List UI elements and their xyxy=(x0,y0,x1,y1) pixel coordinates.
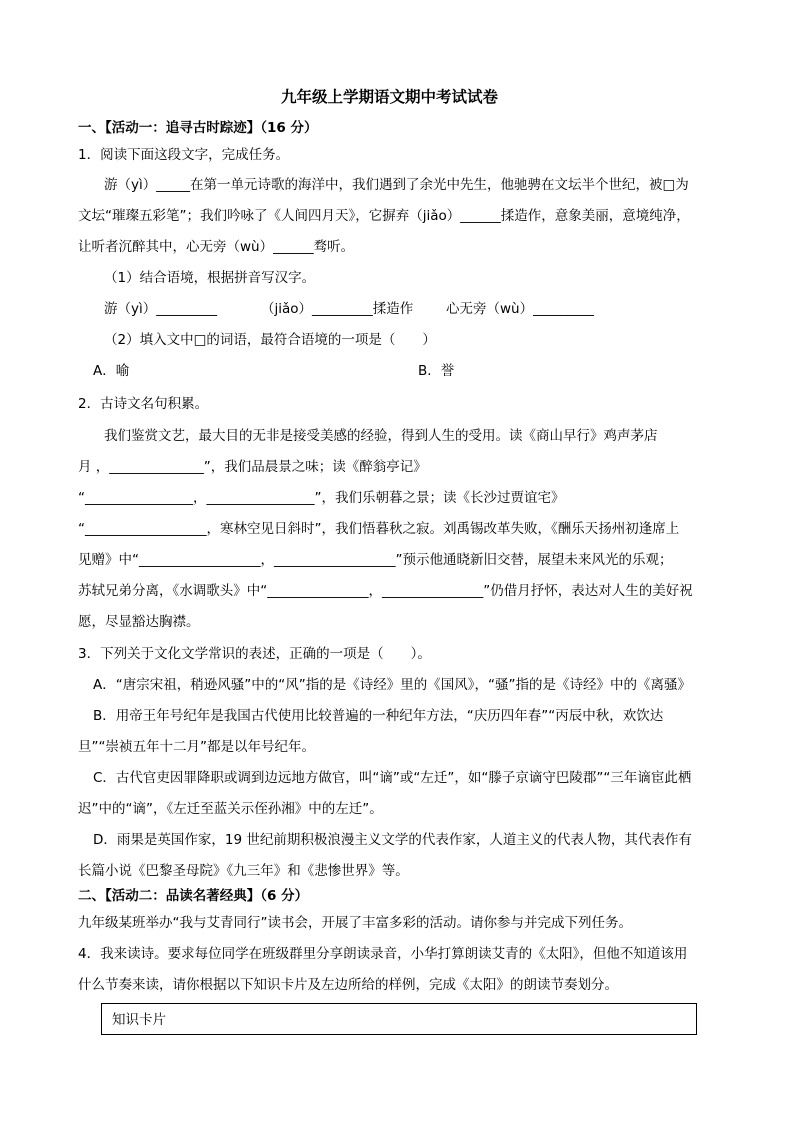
page-title: 九年级上学期语文期中考试试卷 xyxy=(281,88,499,106)
q3-option-c[interactable]: C．古代官吏因罪降职或调到边远地方做官，叫“谪”或“左迁”，如“滕子京谪守巴陵郡”“三年谪宦此栖 xyxy=(93,770,692,786)
section-heading-1: 一、【活动一：追寻古时踪迹】（16 分） xyxy=(78,120,318,136)
activity-intro: 九年级某班举办“我与艾青同行”读书会，开展了丰富多彩的活动。请你参与并完成下列任务。 xyxy=(78,915,632,931)
q1-option-a[interactable]: A．喻 xyxy=(93,363,130,379)
q2-text-line: 我们鉴赏文艺，最大目的无非是接受美感的经验，得到人生的受用。读《商山早行》鸡声茅店 xyxy=(104,428,658,444)
q2-text-line: “__________________，寒林空见日斜时”，我们悟暮秋之寂。刘禹锡改革失败，《酬乐天扬州初逢席上 xyxy=(78,521,680,537)
q3-option-a[interactable]: A．“唐宗宋祖，稍逊风骚”中的“风”指的是《诗经》里的《国风》，“骚”指的是《诗经》中的《离骚》 xyxy=(93,677,691,693)
q1-passage-line: 让听者沉醉其中，心无旁（wù）______骛听。 xyxy=(78,239,355,255)
q3-option-c-cont: 迟”中的“谪”，《左迁至蓝关示侄孙湘》中的左迁”。 xyxy=(78,801,383,817)
question-4-line: 4．我来读诗。要求每位同学在班级群里分享朗读录音，小华打算朗读艾青的《太阳》，但他不知道该用 xyxy=(78,946,688,962)
q1-passage-line: 文坛“璀璨五彩笔”；我们吟咏了《人间四月天》，它摒弃（jiǎo）______揉造作，意象美丽，意境纯净， xyxy=(78,208,690,224)
q1-blank-b[interactable]: （jiǎo）_________揉造作 xyxy=(261,301,414,317)
q3-option-b[interactable]: B．用帝王年号纪年是我国古代使用比较普遍的一种纪年方法，“庆历四年春”“丙辰中秋，欢饮达 xyxy=(93,708,664,724)
question-1-stem: 1．阅读下面这段文字，完成任务。 xyxy=(78,147,290,163)
q1-sub-question-1: （1）结合语境，根据拼音写汉字。 xyxy=(104,270,316,286)
q2-text-line: “________________，________________”，我们乐朝暮之景；读《长沙过贾谊宅》 xyxy=(78,490,565,506)
q3-option-b-cont: 旦”“崇祯五年十二月”都是以年号纪年。 xyxy=(78,739,315,755)
q3-option-d-cont: 长篇小说《巴黎圣母院》《九三年》和《悲惨世界》等。 xyxy=(78,863,409,879)
q3-option-d[interactable]: D．雨果是英国作家，19 世纪前期积极浪漫主义文学的代表作家，人道主义的代表人物，其代表作有 xyxy=(93,832,692,848)
question-4-line: 什么节奏来读，请你根据以下知识卡片及左边所给的样例，完成《太阳》的朗读节奏划分。 xyxy=(78,977,618,993)
q2-text-line: 愿，尽显豁达胸襟。 xyxy=(78,614,200,630)
question-2-stem: 2．古诗文名句积累。 xyxy=(78,396,209,412)
q1-blank-c[interactable]: 心无旁（wù）_________ xyxy=(446,301,594,317)
q1-option-b[interactable]: B．誉 xyxy=(418,363,455,379)
q1-blank-a[interactable]: 游（yì）_________ xyxy=(104,301,217,317)
section-heading-2: 二、【活动二：品读名著经典】（6 分） xyxy=(78,888,309,904)
q1-passage-line: 游（yì）_____在第一单元诗歌的海洋中，我们遇到了余光中先生，他驰骋在文坛半个世纪，被□为 xyxy=(104,177,689,193)
q1-sub-question-2: （2）填入文中□的词语，最符合语境的一项是（ ） xyxy=(104,332,436,348)
q2-text-line: 月 ，______________”，我们品晨景之味；读《醉翁亭记》 xyxy=(78,459,427,475)
knowledge-card-label: 知识卡片 xyxy=(112,1012,166,1028)
knowledge-card xyxy=(101,1003,697,1035)
q2-text-line: 见赠》中“__________________，__________________”预示他通晓新旧交替，展望未来风光的乐观； xyxy=(78,552,673,568)
question-3-stem: 3．下列关于文化文学常识的表述，正确的一项是（ ）。 xyxy=(78,646,431,662)
q2-text-line: 苏轼兄弟分离，《水调歌头》中“_______________，_______________”仍借月抒怀，表达对人生的美好祝 xyxy=(78,583,693,599)
